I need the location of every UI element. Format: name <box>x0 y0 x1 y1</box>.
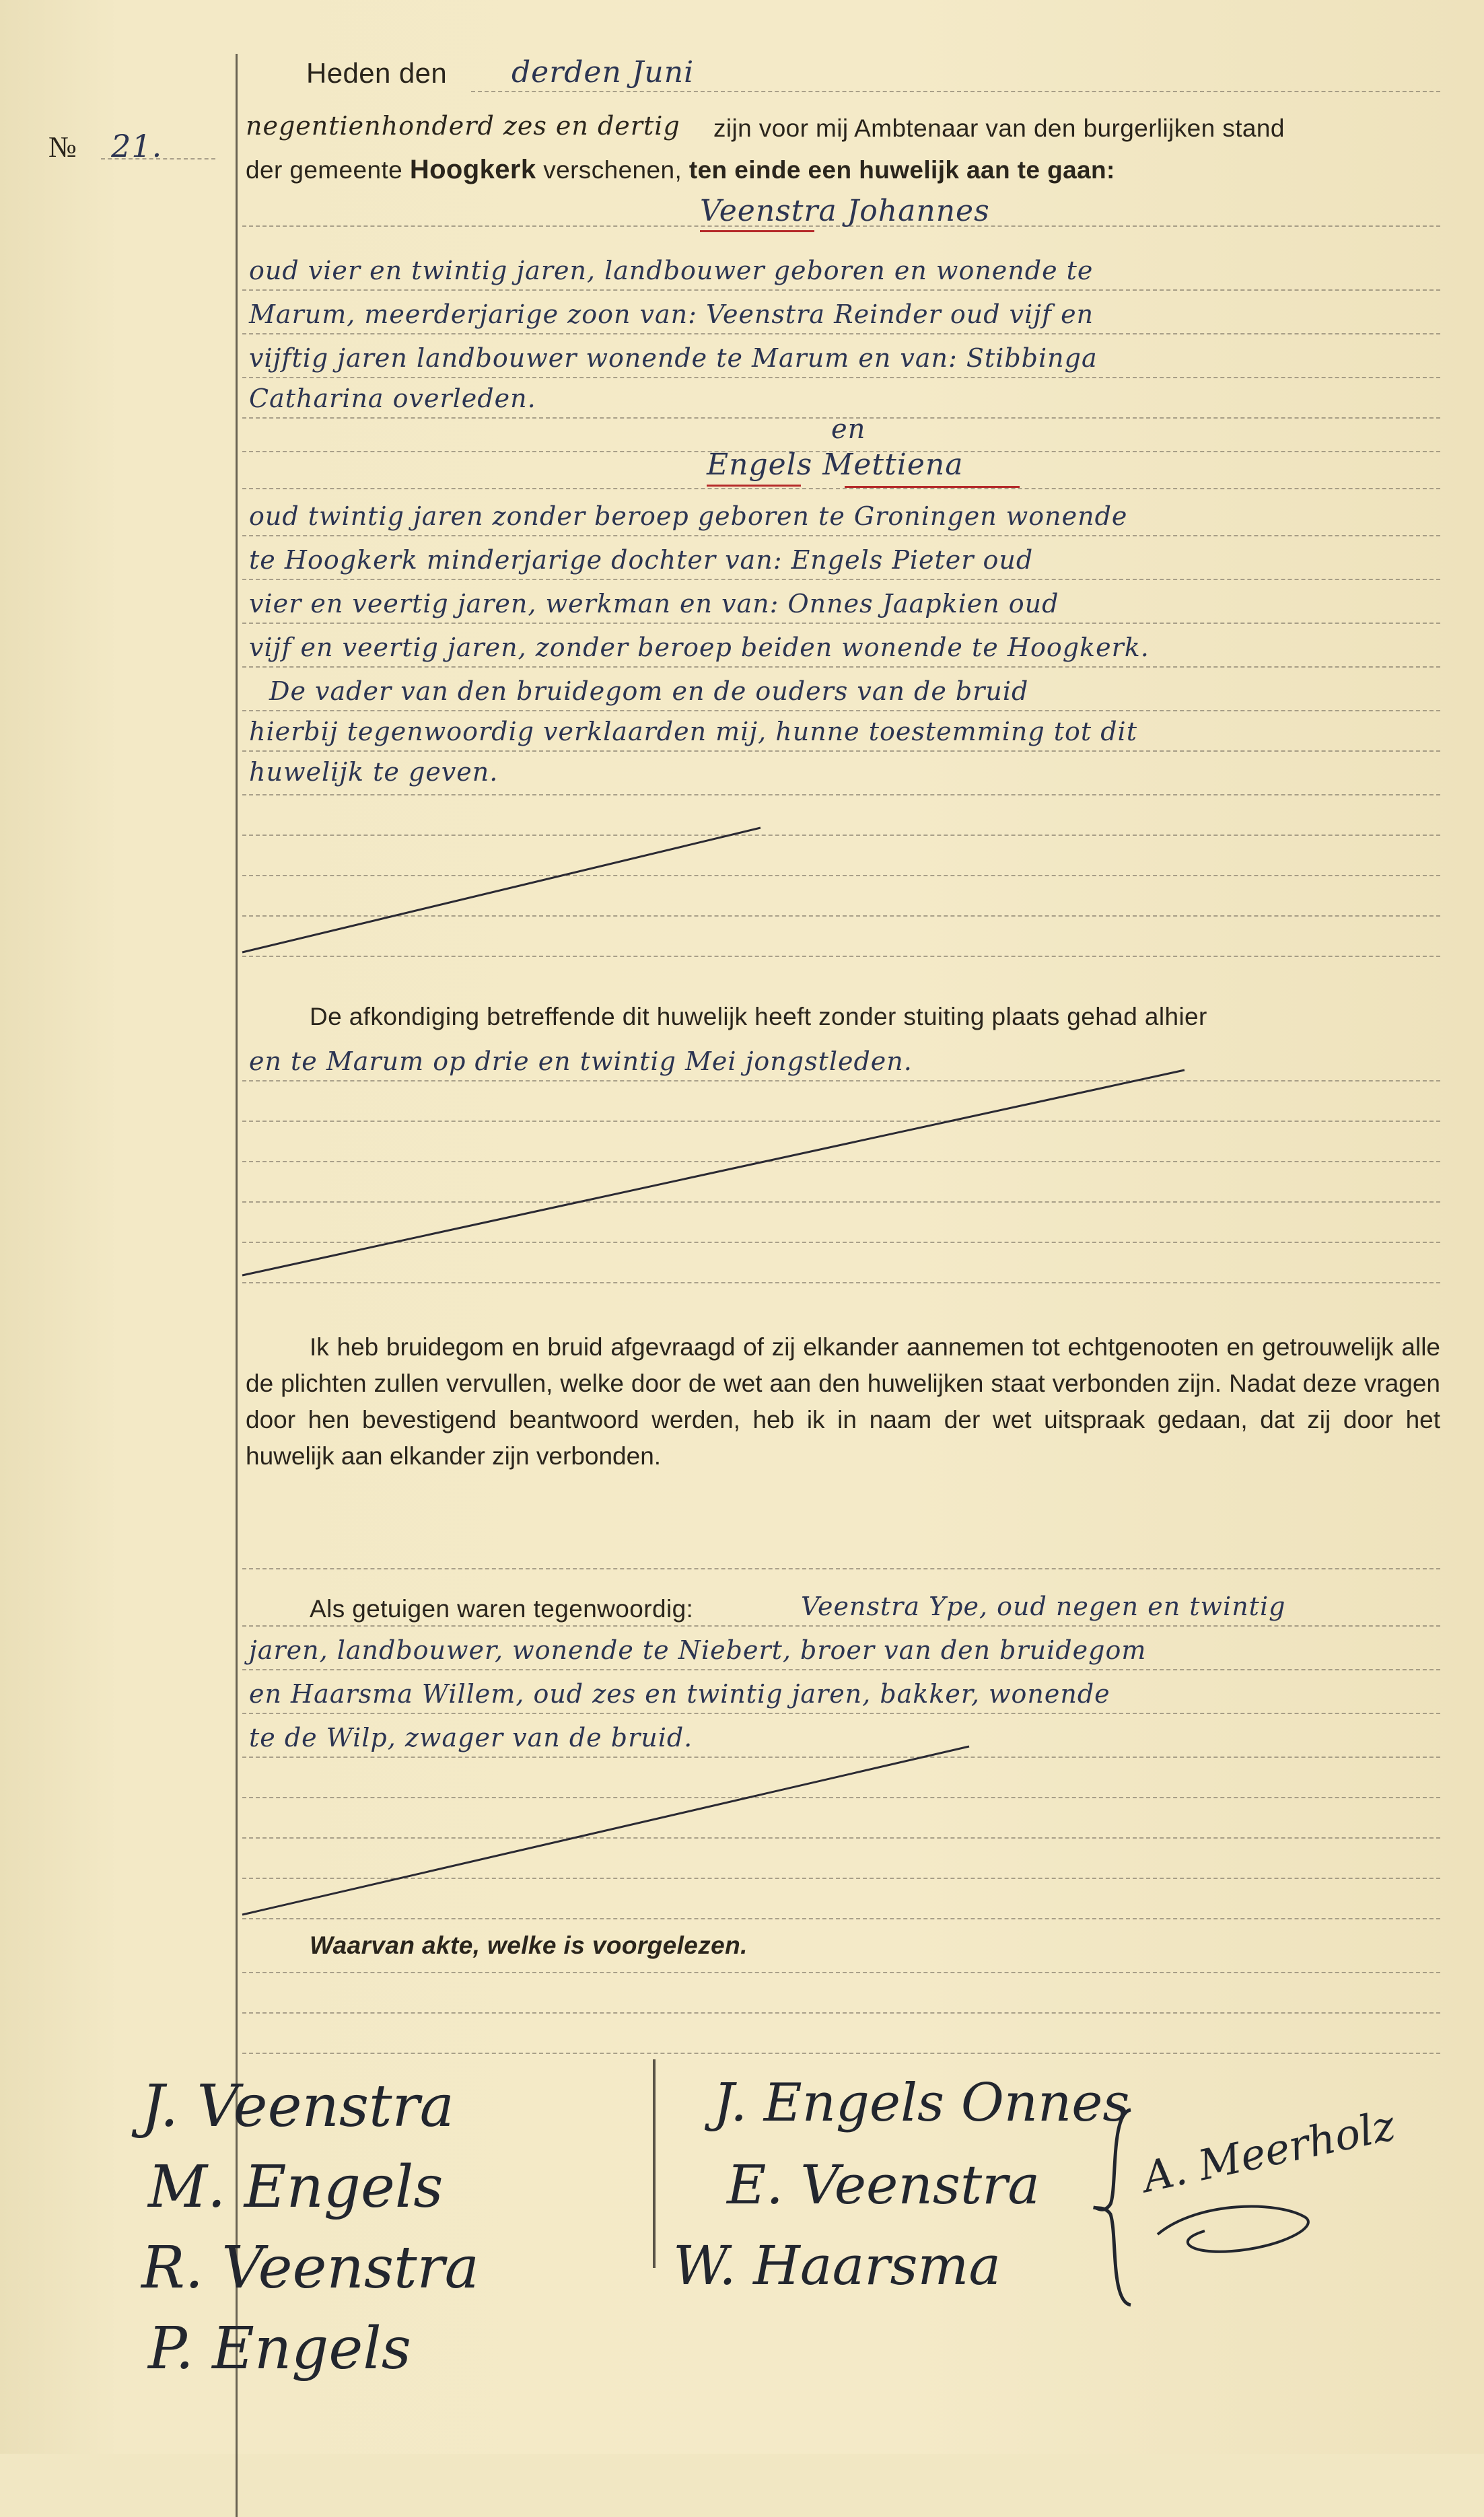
signature-flourish-icon <box>1144 2194 1319 2268</box>
number-prefix: № <box>48 131 77 164</box>
signature: P. Engels <box>148 2315 411 2382</box>
groom-line: Catharina overleden. <box>249 384 536 413</box>
signature: J. Engels Onnes <box>713 2073 1130 2133</box>
and-word: en <box>831 414 866 445</box>
groom-line: vijftig jaren landbouwer wonende te Marum en van: Stibbinga <box>249 343 1098 373</box>
signature: E. Veenstra <box>727 2154 1040 2216</box>
afkondiging-text: De afkondiging betreffende dit huwelijk heeft zonder stuiting plaats gehad alhier <box>310 1003 1207 1030</box>
bride-line: vijf en veertig jaren, zonder beroep beiden wonende te Hoogkerk. <box>249 633 1150 662</box>
afkondiging-handwritten: en te Marum op drie en twintig Mei jongstleden. <box>249 1047 913 1076</box>
intro-verschenen: verschenen, <box>543 156 682 184</box>
signature: W. Haarsma <box>673 2234 1001 2297</box>
signature: J. Veenstra <box>141 2073 454 2140</box>
bride-name: Engels Mettiena <box>707 448 964 482</box>
bride-line: vier en veertig jaren, werkman en van: Onnes Jaapkien oud <box>249 589 1059 618</box>
bride-line: hierbij tegenwoordig verklaarden mij, hunne toestemming tot dit <box>249 717 1137 746</box>
heden-value: derden Juni <box>511 55 695 90</box>
groom-line: Marum, meerderjarige zoon van: Veenstra Reinder oud vijf en <box>249 299 1094 329</box>
witness-line: te de Wilp, zwager van de bruid. <box>249 1723 693 1752</box>
official-signature: A. Meerholz <box>1138 2100 1399 2202</box>
number-value: 21. <box>111 128 163 164</box>
signature: M. Engels <box>148 2154 444 2221</box>
declaration-text: Ik heb bruidegom en bruid afgevraagd of zij elkander aannemen tot echtgenooten en getrouwelijk alle de plichten zullen vervullen, welke door de wet aan den huwelijken staat verbonden zijn. Nadat deze vragen door hen bevestigend beantwoord werden, heb ik in naam der wet uitspraak gedaan, dat zij door het huwelijk aan elkander zijn verbonden. <box>246 1333 1440 1470</box>
witness-line: jaren, landbouwer, wonende te Niebert, broer van den bruidegom <box>249 1635 1147 1665</box>
municipality-name: Hoogkerk <box>409 155 536 184</box>
intro-municipality-label: der gemeente <box>246 156 403 184</box>
witness-line: en Haarsma Willem, oud zes en twintig jaren, bakker, wonende <box>249 1679 1110 1709</box>
bride-line: huwelijk te geven. <box>249 757 499 787</box>
groom-name: Veenstra Johannes <box>700 194 990 228</box>
signature-divider <box>653 2059 656 2268</box>
year-text: negentienhonderd zes en dertig <box>246 111 680 141</box>
closing-text: Waarvan akte, welke is voorgelezen. <box>310 1931 748 1959</box>
groom-line: oud vier en twintig jaren, landbouwer geboren en wonende te <box>249 256 1094 285</box>
bride-line: oud twintig jaren zonder beroep geboren te Groningen wonende <box>249 501 1128 531</box>
witnesses-label: Als getuigen waren tegenwoordig: <box>310 1595 694 1623</box>
signature: R. Veenstra <box>141 2234 479 2302</box>
heden-label: Heden den <box>306 57 448 89</box>
intro-line1: zijn voor mij Ambtenaar van den burgerlijken stand <box>713 114 1285 142</box>
bride-line: te Hoogkerk minderjarige dochter van: Engels Pieter oud <box>249 545 1034 575</box>
intro-purpose: ten einde een huwelijk aan te gaan: <box>688 156 1115 184</box>
bride-line: De vader van den bruidegom en de ouders van de bruid <box>269 676 1029 706</box>
witness-line: Veenstra Ype, oud negen en twintig <box>801 1592 1286 1621</box>
